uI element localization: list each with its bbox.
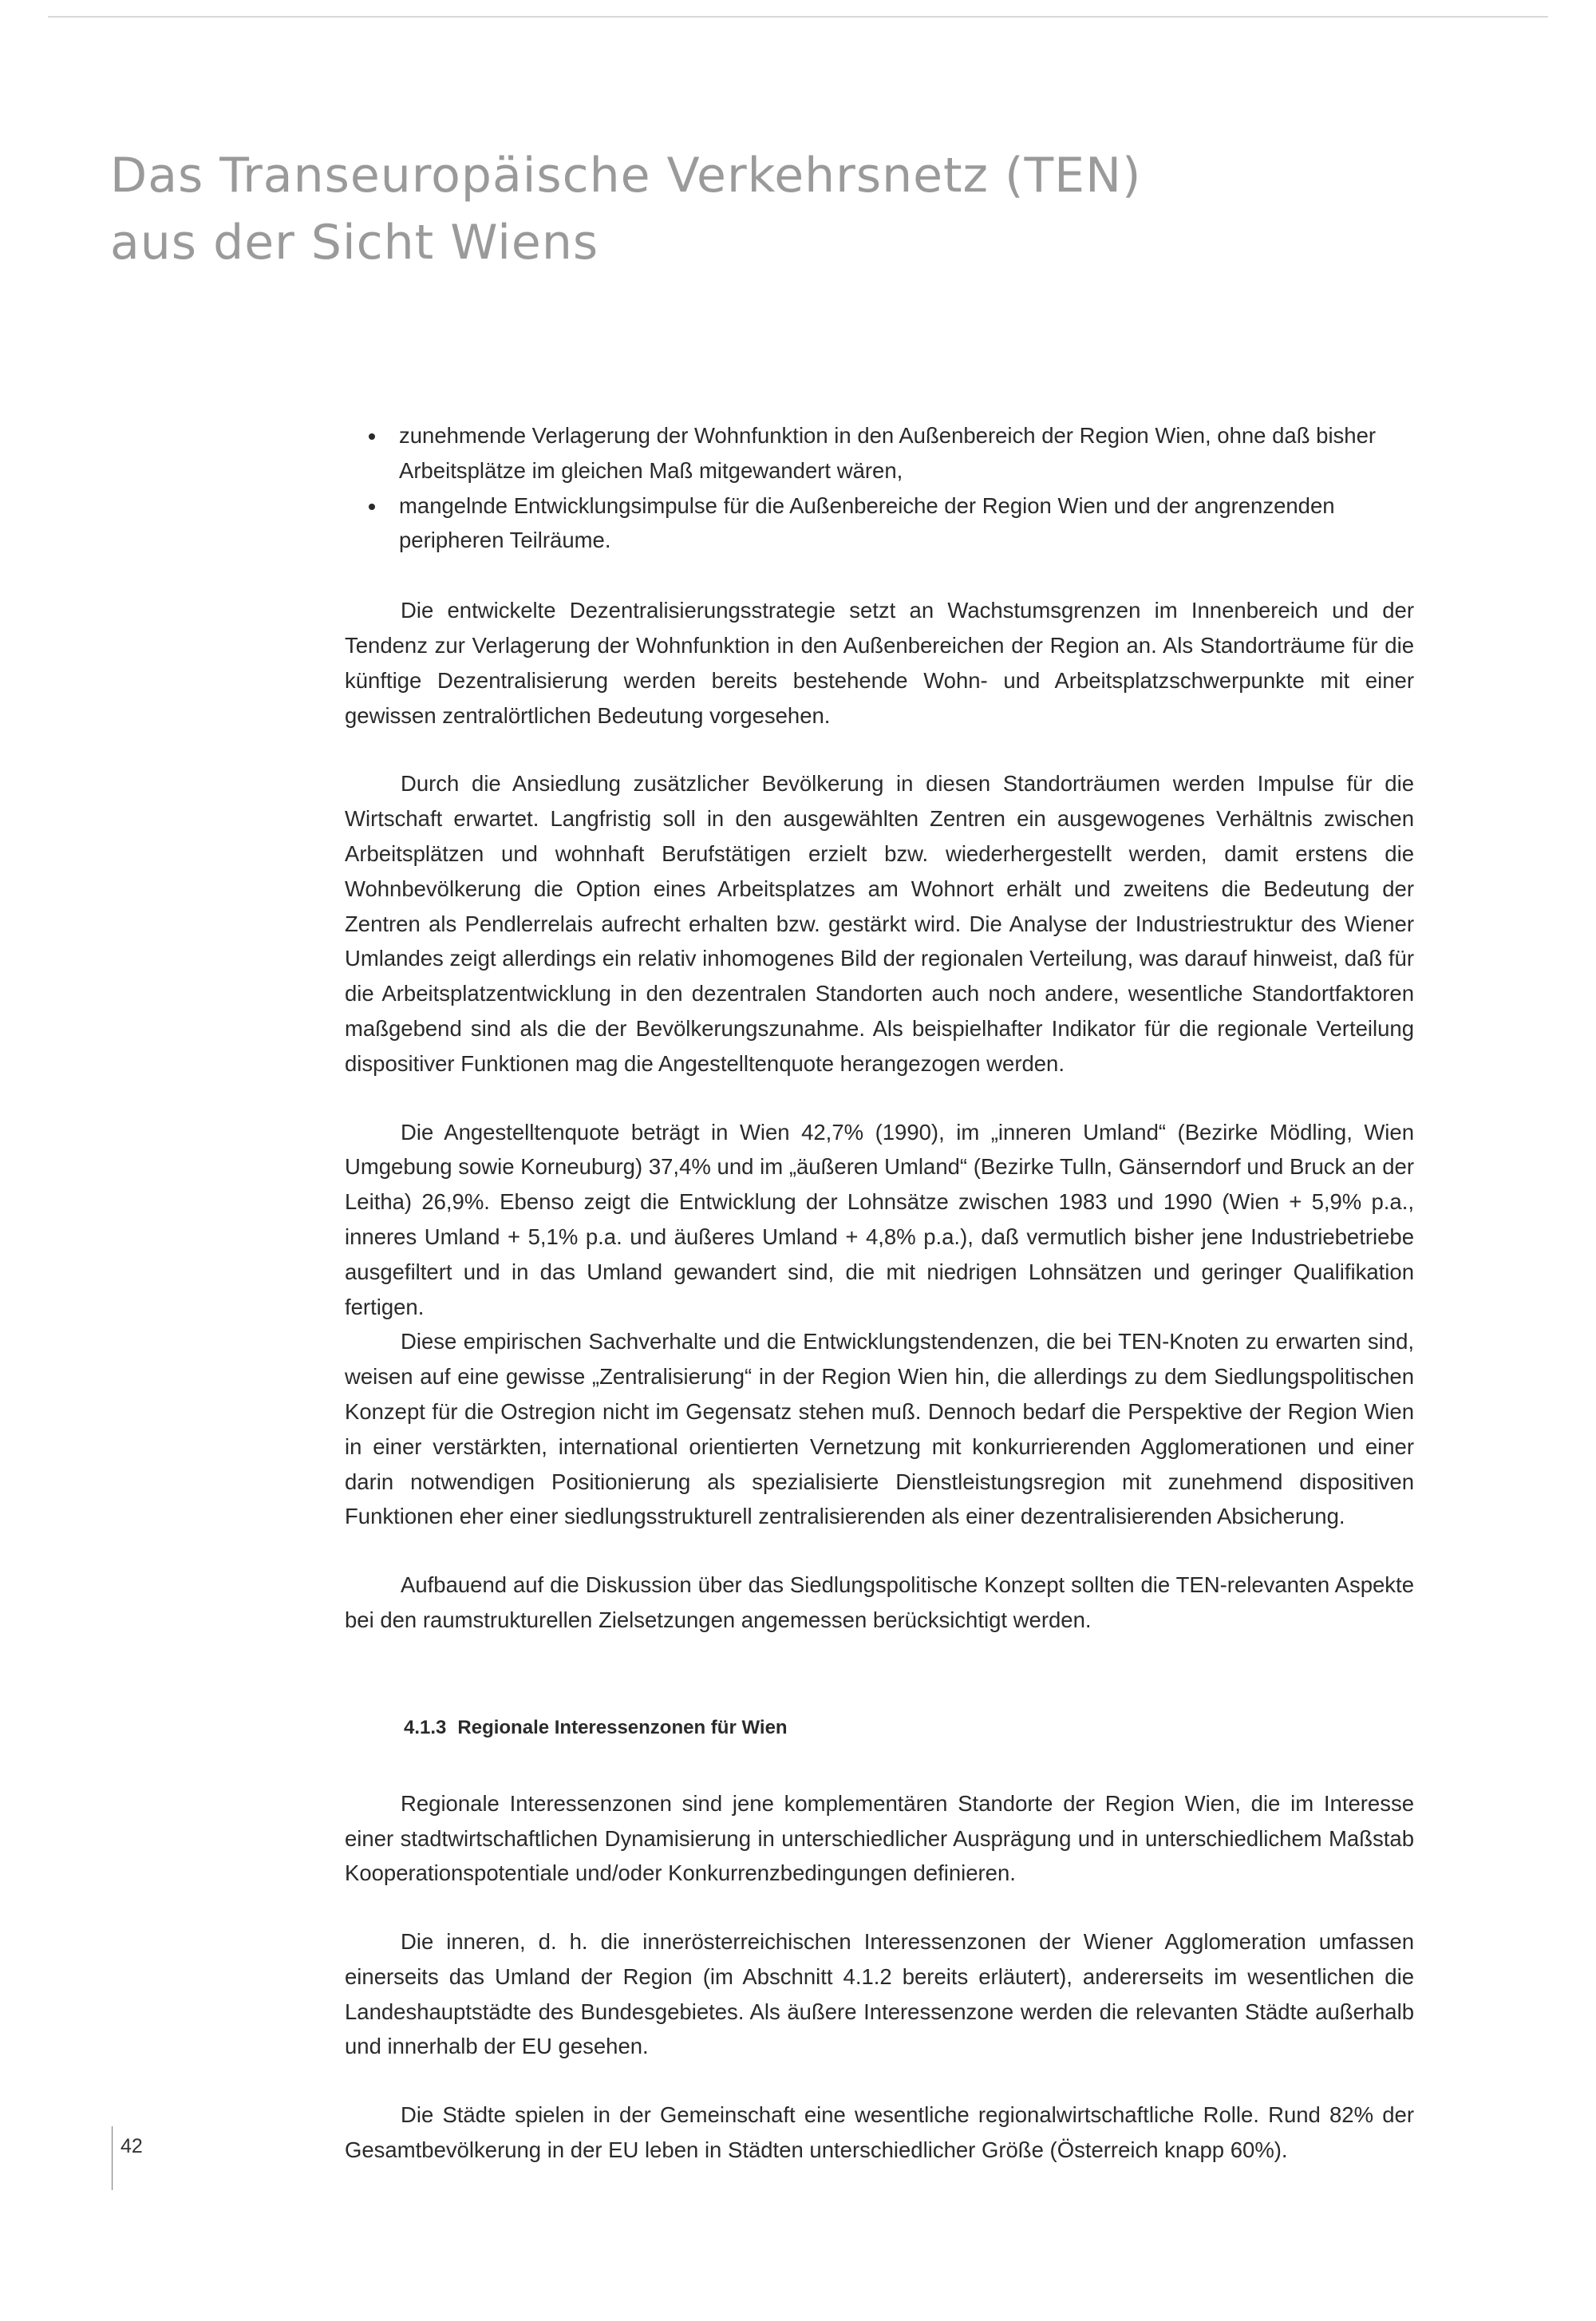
title-line-1: Das Transeuropäische Verkehrsnetz (TEN) (110, 148, 1142, 204)
paragraph: Die entwickelte Dezentralisierungsstrategie setzt an Wachstumsgrenzen im Innenbereich und der Tendenz zur Verlagerung der Wohnfunktion in den Außenbereichen der Region an. Als Standorträume für die künftige Dezentralisierung werden bereits bestehende Wohn- und Arbeitsplatzschwerpunkte mit einer gewissen zentralörtlichen Bedeutung vorgesehen. (345, 598, 1414, 728)
paragraph: Die Städte spielen in der Gemeinschaft eine wesentliche regionalwirtschaftliche Rolle. Rund 82% der Gesamtbevölkerung in der EU leben in Städten unterschiedlicher Größe (Österreich knapp 60%). (345, 2102, 1414, 2163)
section-heading (404, 1714, 1414, 1742)
bullet-item (345, 418, 1414, 488)
paragraph: Aufbauend auf die Diskussion über das Siedlungspolitische Konzept sollten die TEN-relevanten Aspekte bei den raumstrukturellen Zielsetzungen angemessen berücksichtigt werden. (345, 1572, 1414, 1632)
paragraph: Regionale Interessenzonen sind jene komplementären Standorte der Region Wien, die im Interesse einer stadtwirtschaftlichen Dynamisierung in unterschiedlicher Ausprägung und in unterschiedlichem Maßstab Kooperationspotentiale und/oder Konkurrenzbedingungen definieren. (345, 1790, 1414, 1886)
bullet-icon (369, 433, 375, 440)
body-text (345, 418, 1414, 2201)
page-title (110, 142, 1227, 276)
top-rule (48, 16, 1548, 18)
paragraph: Diese empirischen Sachverhalte und die Entwicklungstendenzen, die bei TEN-Knoten zu erwarten sind, weisen auf eine gewisse „Zentralisierung“ in der Region Wien hin, die allerdings zu dem Siedlungspolitischen Konzept für die Ostregion nicht im Gegensatz stehen muß. Dennoch bedarf die Perspektive der Region Wien in einer verstärkten, international orientierten Vernetzung mit konkurrierenden Agglomerationen und einer darin notwendigen Positionierung als spezialisierte Dienstleistungsregion mit zunehmend dispositiven Funktionen eher einer siedlungsstrukturell zentralisierenden als einer dezentralisierenden Absicherung. (345, 1329, 1414, 1529)
bullet-text: mangelnde Entwicklungsimpulse für die Außenbereiche der Region Wien und der angrenzenden peripheren Teilräume. (399, 492, 1335, 553)
section-title: Regionale Interessenzonen für Wien (457, 1716, 788, 1738)
bullet-list (345, 418, 1414, 558)
bullet-icon (369, 504, 375, 510)
paragraph: Die inneren, d. h. die innerösterreichischen Interessenzonen der Wiener Agglomeration umfassen einerseits das Umland der Region (im Abschnitt 4.1.2 bereits erläutert), andererseits im wesentlichen die Landeshauptstädte des Bundesgebietes. Als äußere Interessenzone werden die relevanten Städte außerhalb und innerhalb der EU gesehen. (345, 1929, 1414, 2059)
bullet-text: zunehmende Verlagerung der Wohnfunktion in den Außenbereich der Region Wien, ohne daß bisher Arbeitsplätze im gleichen Maß mitgewandert wären, (399, 423, 1377, 483)
section-number: 4.1.3 (404, 1716, 447, 1738)
paragraph: Die Angestelltenquote beträgt in Wien 42,7% (1990), im „inneren Umland“ (Bezirke Mödling, Wien Umgebung sowie Korneuburg) 37,4% und im „äußeren Umland“ (Bezirke Tulln, Gänserndorf und Bruck an der Leitha) 26,9%. Ebenso zeigt die Entwicklung der Lohnsätze zwischen 1983 und 1990 (Wien + 5,9% p.a., inneres Umland + 5,1% p.a. und äußeres Umland + 4,8% p.a.), daß vermutlich bisher jene Industriebetriebe ausgefiltert und in das Umland gewandert sind, die mit niedrigen Lohnsätzen und geringer Qualifikation fertigen. (345, 1119, 1414, 1319)
title-line-2: aus der Sicht Wiens (110, 215, 599, 271)
bullet-item (345, 488, 1414, 559)
paragraph: Durch die Ansiedlung zusätzlicher Bevölkerung in diesen Standorträumen werden Impulse für die Wirtschaft erwartet. Langfristig soll in den ausgewählten Zentren ein ausgewogenes Verhältnis zwischen Arbeitsplätzen und wohnhaft Berufstätigen erzielt bzw. wiederhergestellt werden, damit erstens die Wohnbevölkerung die Option eines Arbeitsplatzes am Wohnort erhält und zweitens die Bedeutung der Zentren als Pendlerrelais aufrecht erhalten bzw. gestärkt wird. Die Analyse der Industriestruktur des Wiener Umlandes zeigt allerdings ein relativ inhomogenes Bild der regionalen Verteilung, was darauf hinweist, daß für die Arbeitsplatzentwicklung in den dezentralen Standorten auch noch andere, wesentliche Standortfaktoren maßgebend sind als die der Bevölkerungszunahme. Als beispielhafter Indikator für die regionale Verteilung dispositiver Funktionen mag die Angestelltenquote herangezogen werden. (345, 771, 1414, 1076)
page-number: 42 (112, 2126, 143, 2190)
